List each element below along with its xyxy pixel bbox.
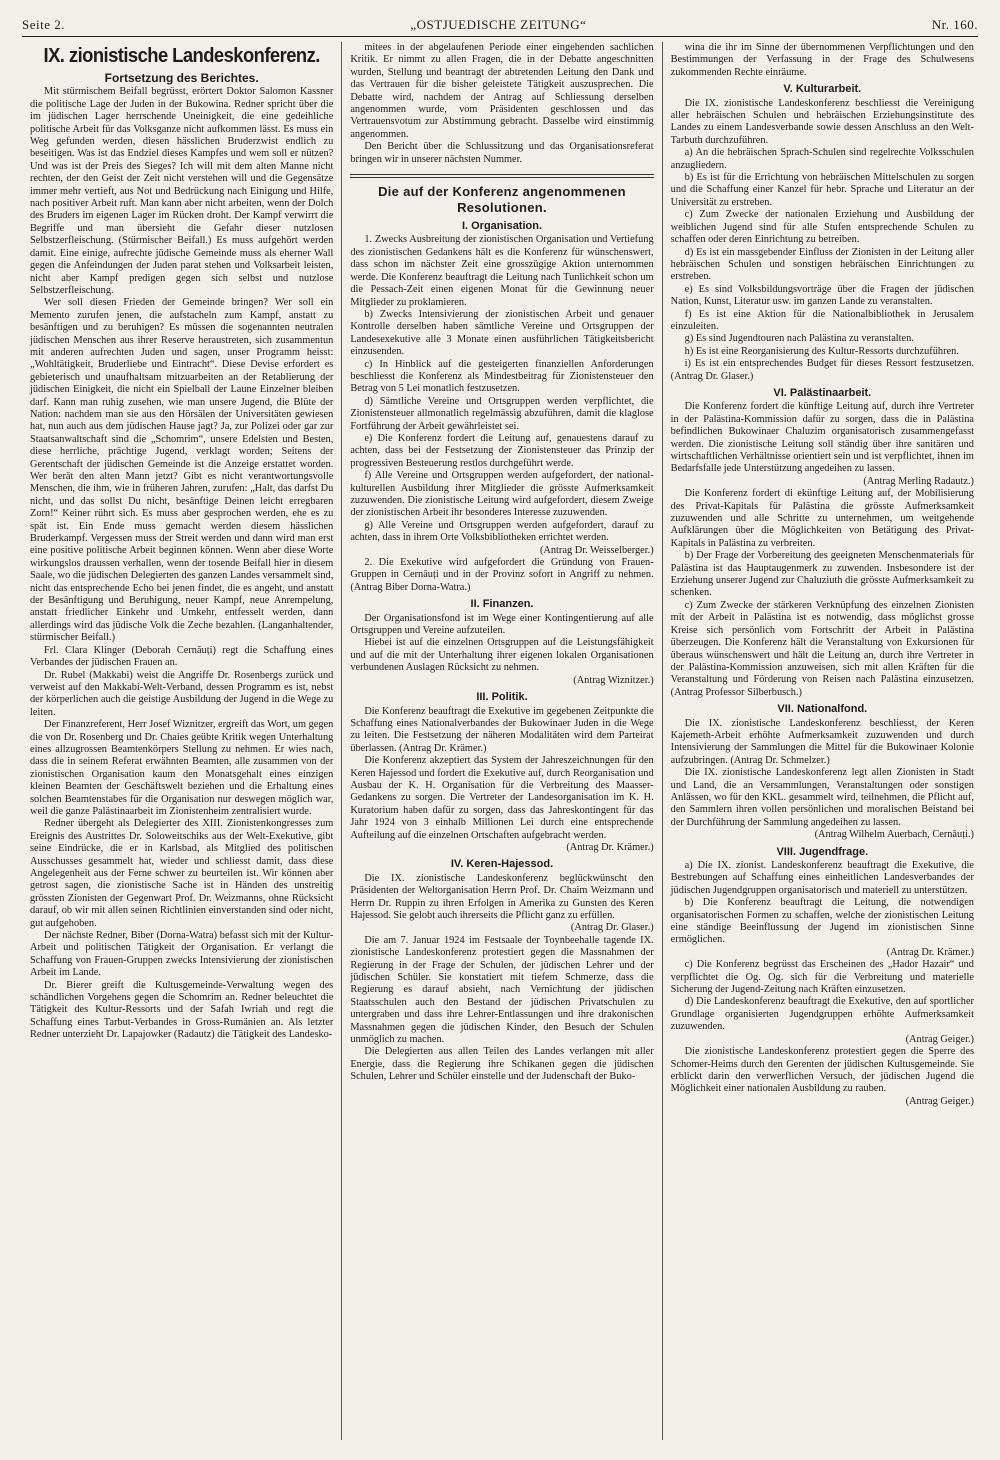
paragraph: Der Finanzreferent, Herr Josef Wiznitzer, ergreift das Wort, um gegen die von Dr. Rosenberg und Dr. Chaies geübte Kritik wegen Unterhaltung eines allzugrossen Beamtenkörpers Stellung zu nehmen. Er wies nach, dass die in seinem Referat erwähnten Beamten, alle zusammen von der zionistischen Organisation kaum den Monatsgehalt eines einzigen kleinen Beamten der Geschäftswelt beziehen und die Erhaltung eines solchen Beamtenstabes für die Organisation nur deswegen möglich war, weil die ganze Palästinaarbeit im Zionistenheim zentralisiert wurde. [30,719,334,817]
paragraph: wina die ihr im Sinne der übernommenen Verpflichtungen und den Bestimmungen der Verfassung in der Frage des Schulwesens zukommenden Rechte einräume. [670,42,974,78]
motion-signature: (Antrag Merling Radautz.) [863,475,974,487]
paragraph: b) Zwecks Intensivierung der zionistischen Arbeit und genauer Kontrolle derselben haben sämtliche Vereine und Ortsgruppen der Landesexekutive alle 3 Monate einen ausführlichen Tätigkeitsbericht einzusenden. [350,308,654,358]
paragraph: Mit stürmischem Beifall begrüsst, erörtert Doktor Salomon Kassner die politische Lage der Juden in der Bukowina. Redner spricht über die im jüdischen Lager herrschende Uneinigkeit, die eine gedeihliche politische Arbeit für das Volksganze nicht aufkommen lässt. Es muss ein Weg gefunden werden, diesen hässlichen Bruderzwist endlich zu beseitigen. Was ist das Endziel dieses Kampfes und wem soll er nützen? Und was ist der Preis des Sieges? Ich will mit dem alten Manne nicht rechten, der den Geist der Zeit nicht verstehen will und die Gegensätze immer mehr vertieft, aus Not und Bedrückung nach Einigung und Hilfe, nach positiver Arbeit ruft. Man kann aber nicht arbeiten, wenn der Dolch des Bruders im eigenen Lager im Rücken droht. Der Kampf verwirrt die Begriffe und man übersieht die Gefahr dieser nutzlosen Selbstzerfleischung. (Stürmischer Beifall.) Es muss aufgehört werden damit. Eine einige, aufrechte jüdische Gemeinde muss als eherner Wall gegen die Anfeindungen der Juden parat stehen und Volksarbeit leisten, nicht aber Kampf predigen gegen sich selbst und nutzlose Selbstzerfleischung. [30,86,334,296]
motion-signature: (Antrag Geiger.) [905,1095,974,1107]
paragraph: Wer soll diesen Frieden der Gemeinde bringen? Wer soll ein Memento zurufen jenen, die aufstacheln zum Kampf, anstatt zu besänftigen und zu beruhigen? Es müssen die sogenannten neutralen jüdischen Menschen aus ihrer Reserve heraustreten, sich zusammentun mit anderen aufrechten Juden und sagen, unser Programm heisst: „Wohltätigkeit, Bruderliebe und Eintracht“. Diese Devise erfordert es gebieterisch und unaufhaltsam mitzuarbeiten an der Retablierung der jüdischen Einigkeit, die nicht ein Spielball der Laune Einzelner bleiben darf. Kann man ruhig zusehen, wie man unsere Jugend, die Blüte der Nation: nachdem man sie aus den Hörsälen der Universitäten gewiesen hat, nun auch aus dem jüdischen Hause jagt? Ja, zur Polizei oder gar zur Staatsanwaltschaft sind die „Schomrim“, unsere Edelsten und Besten, diese herrliche, prächtige Jugend, verklagt worden; Seitens der Gerentschaft der jüdischen Gemeinde ist die Anzeige erstattet worden. Wer berät den alten Mann jetzt? Gibt es nicht verantwortungsvolle Menschen, die ihm, wie in früheren Jahren, zurufen: „Halt, das darfst Du nicht, und das sollst Du nicht, besänftige Deinen leicht erregbaren Zorn!“ Keiner rührt sich. Es muss aber gesprochen werden, ehe es zu spät ist. Ein Ende muss gemacht werden diesem hässlichen Bruderkampf. Vergessen muss der Streit werden und dann wird man erst eine positive politische Arbeit beginnen können. Wenn aber diese Worte wirkungslos draussen verhallen, wenn der tosende Beifall hier in diesem Saale, wo die jüdischen Delegierten des ganzen Landes versammelt sind, nicht das entsprechende Echo bei jenen findet, die es angeht, und anstatt der Besänftigung und Beruhigung, neuer Kampf, neue Anrempelung, anstatt friedlicher Einkehr und Umkehr, entfesselt werden, dann allerdings wird das jüdische Volk die Zeche bezahlen. (Langanhaltender, stürmischer Beifall.) [30,297,334,644]
paragraph: Den Bericht über die Schlussitzung und das Organisationsreferat bringen wir in unserer nächsten Nummer. [350,141,654,165]
paragraph: e) Es sind Volksbildungsvorträge über die Fragen der jüdischen Nation, Kunst, Literatur usw. im ganzen Lande zu veranstalten. [670,283,974,308]
motion-signature: (Antrag Wilhelm Auerbach, Cernăuți.) [814,829,974,841]
paragraph: Frl. Clara Klinger (Deborah Cernăuți) regt die Schaffung eines Verbandes der jüdischen Frauen an. [30,644,334,669]
paragraph: g) Alle Vereine und Ortsgruppen werden aufgefordert, darauf zu achten, dass in ihrem Orte Volksbibliotheken errichtet werden. [350,519,654,544]
paragraph: Die Delegierten aus allen Teilen des Landes verlangen mit aller Energie, dass die Regierung ihre Schikanen gegen die jüdischen Schulen, Lehrer und Schüler einstelle und der Judenschaft der Buko- [350,1046,654,1083]
page-number: Seite 2. [22,17,65,32]
paragraph: Die IX. zionistische Landeskonferenz legt allen Zionisten in Stadt und Land, die an Versammlungen, Veranstaltungen oder sonstigen Anlässen, wo für den KKL. gesammelt wird, teilnehmen, die Pflicht auf, den Sammlern ihren vollen persönlichen und moralischen Beistand bei der Durchführung der Sammlung angedeihen zu lassen. [670,767,974,828]
issue-number: Nr. 160. [931,17,978,32]
paragraph: a) An die hebräischen Sprach-Schulen sind regelrechte Volksschulen anzugliedern. [670,147,974,171]
section-heading: V. Kulturarbeit. [783,83,862,96]
paragraph: h) Es ist eine Reorganisierung des Kultur-Ressorts durchzuführen. [684,345,959,357]
column-3 [662,42,982,1440]
paragraph: Hiebei ist auf die einzelnen Ortsgruppen auf die Leistungsfähigkeit und auf die mit der Unterhaltung ihrer eigenen lokalen Organisationen verbundenen Auslagen Rücksicht zu nehmen. [350,637,654,674]
paragraph: g) Es sind Jugendtouren nach Palästina zu veranstalten. [684,333,914,345]
paragraph: c) Die Konferenz begrüsst das Erscheinen des „Hador Hazair“ und verpflichtet die Og. Og. sich für die Verbreitung und materielle Sicherung der Jugend-Zeitung nach Kräften einzusetzen. [670,959,974,996]
paragraph: Die Konferenz beauftragt die Exekutive im gegebenen Zeitpunkte die Schaffung eines Nationalverbandes der Bukowinaer Juden in die Wege zu leiten. Die Festsetzung der näheren Modalitäten wird dem Parteirat überlassen. (Antrag Dr. Krämer.) [350,705,654,754]
paragraph: f) Alle Vereine und Ortsgruppen werden aufgefordert, der national-kulturellen Ausbildung ihrer Mitglieder die grösste Aufmerksamkeit zuzuwenden. Die zionistische Leitung wird aufgefordert, diesem Zweige der zionistischen Arbeit ihr besonderes Interesse zuzuwenden. [350,470,654,519]
paragraph: d) Es ist ein massgebender Einfluss der Zionisten in der Leitung aller hebräischen Schulen und sonstigen hebräischen Einrichtungen zu erstreben. [670,246,974,283]
motion-signature: (Antrag Dr. Krämer.) [886,946,974,958]
paragraph: f) Es ist eine Aktion für die Nationalbibliothek in Jerusalem einzuleiten. [670,308,974,332]
column-1 [22,42,341,1440]
paragraph: Redner übergeht als Delegierter des XIII. Zionistenkongresses zum Ereignis des Austrittes Dr. Soloweitschiks aus der Welt-Exekutive, gibt seine Eindrücke, die er in Karlsbad, als Mitglied des politischen Ausschusses gesammelt hat, wieder und schliesst damit, dass diese Angelegenheit aus der Ferne schwer zu beurteilen ist. Wir können aber getrost sagen, die zionistische Sache ist in Händen des unstreitig grössten Zionisten der Gegenwart Prof. Dr. Weizmanns, ohne Rücksicht darauf, ob wir mit allen seinen Richtlinien einverstanden sind oder nicht, gut aufgehoben. [30,818,334,929]
article-subtitle: Fortsetzung des Berichtes. [104,71,259,85]
resolutions-title: Die auf der Konferenz angenommenen Resolutionen. [378,184,626,216]
paragraph: Die IX. zionistische Landeskonferenz beschliesst, der Keren Kajemeth-Arbeit erhöhte Aufmerksamkeit zuzuwenden und durch Intensivierung der Sammlungen die Mittel für die Bukowinaer Kolonie aufzubringen. (Antrag Dr. Schmelzer.) [670,717,974,766]
paragraph: 2. Die Exekutive wird aufgefordert die Gründung von Frauen-Gruppen in Cernăuți und in der Provinz sofort in Angriff zu nehmen. (Antrag Biber Dorna-Watra.) [350,557,654,593]
paragraph: i) Es ist ein entsprechendes Budget für dieses Ressort festzusetzen. (Antrag Dr. Glaser.) [670,358,974,382]
section-heading: VII. Nationalfond. [777,703,868,716]
article-title: IX. zionistische Landeskonferenz. [43,45,320,67]
paragraph: a) Die IX. zionist. Landeskonferenz beauftragt die Exekutive, die Bestrebungen auf Schaffung eines einheitlichen Landesverbandes der jüdischen Jugendgruppen organisatorisch und materiell zu unterstützen. [670,860,974,896]
paragraph: Der Organisationsfond ist im Wege einer Kontingentierung auf alle Ortsgruppen und Vereine aufzuteilen. [350,612,654,637]
page-header [22,14,978,36]
header-rule [22,36,978,37]
section-heading: III. Politik. [476,691,528,704]
section-divider [350,174,653,178]
motion-signature: (Antrag Wiznitzer.) [573,674,654,686]
motion-signature: (Antrag Geiger.) [905,1033,974,1045]
paragraph: Die IX. zionistische Landeskonferenz beglückwünscht den Präsidenten der Weltorganisation Herrn Prof. Dr. Chaim Weizmann und Herrn Dr. Ruppin zu ihren Erfolgen in Amerika zu Gunsten des Keren Hajessod. Sie gelobt auch ihrerseits die Pflicht ganz zu erfüllen. [350,872,654,921]
section-heading: IV. Keren-Hajessod. [450,858,554,871]
paragraph: d) Sämtliche Vereine und Ortsgruppen werden verpflichtet, die Zionistensteuer allmonatlich regelmässig abzuführen, damit die klaglose Fortführung der Arbeit gewährleistet sei. [350,395,654,432]
paragraph: Die zionistische Landeskonferenz protestiert gegen die Sperre des Schomer-Heims durch den Gerenten der jüdischen Kultusgemeinde. Sie erblickt darin den verwerflichen Versuch, der jüdischen Jugend die Möglichkeit einer nationalen Ausbildung zu rauben. [670,1046,974,1095]
paragraph: mitees in der abgelaufenen Periode einer eingehenden sachlichen Kritik. Er nimmt zu allen Fragen, die in der Debatte angeschnitten wurden, Stellung und beantragt der abtretenden Leitung den Dank und das Vertrauen für die bisher geleistete Tätigkeit auszusprechen. Die Debatte wird, nachdem der Antrag auf Schliessung derselben angenommen wurde, vom Präsidenten geschlossen und das Vertrauensvotum zur Abstimmung gebracht. Dasselbe wird einstimmig angenommen. [350,42,654,140]
motion-signature: (Antrag Dr. Weisselberger.) [539,544,654,556]
paragraph: b) Die Konferenz beauftragt die Leitung, die notwendigen organisatorischen Formen zu schaffen, welche der zionistischen Leitung eine ständige Beeinflussung der Jugend im zionistischen Sinne ermöglichen. [670,897,974,946]
newspaper-name: „OSTJUEDISCHE ZEITUNG“ [410,17,587,32]
motion-signature: (Antrag Dr. Glaser.) [570,922,654,934]
paragraph: c) Zum Zwecke der nationalen Erziehung und Ausbildung der weiblichen Jugend sind für alle Stufen entsprechende Schulen zu schaffen oder deren Einrichtung zu betreiben. [670,209,974,246]
columns [22,42,982,1440]
paragraph: Die Konferenz fordert die künftige Leitung auf, durch ihre Vertreter in der Palästina-Kommission dafür zu sorgen, dass die in Palästina befindlichen Bukowinaer Chaluzim organisatorisch zusammengefasst werden. Die zionistische Leitung soll ständig über ihre sanitären und wirtschaftlichen Verhältnisse orientiert sein und ist verpflichtet, ihnen im Bedarfsfalle jede Unterstützung angedeihen zu lassen. [670,401,974,475]
paragraph: Die am 7. Januar 1924 im Festsaale der Toynbeehalle tagende IX. zionistische Landeskonferenz protestiert gegen die Massnahmen der Regierung in der Frage der Schulen, der jüdischen Lehrer und der jüdischen Schüler. Sie konstatiert mit tiefem Schmerze, dass die Regierung es darauf absieht, nach Vernichtung der jüdischen Staatsschulen auch den Bestand der jüdischen Privatschulen zu untergraben und dass ihre Lehrer-Entlassungen und ihre drakonischen Massnahmen gegen die jüdischen Kinder, den Besuch der Schulen unmöglich zu machen. [350,934,654,1046]
section-heading: VI. Palästinaarbeit. [773,386,872,399]
section-heading: I. Organisation. [461,220,543,233]
section-heading: VIII. Jugendfrage. [776,845,869,858]
paragraph: b) Der Frage der Vorbereitung des geeigneten Menschenmaterials für Palästina ist das Hauptaugenmerk zu zuwenden. Insbesondere ist der Erziehung unserer Jugend zur Chaluziuth die grösste Aufmerksamkeit zu schenken. [670,550,974,599]
paragraph: Die Konferenz fordert di ekünftige Leitung auf, der Mobilisierung des Privat-Kapitals für Palästina die grösste Aufmerksamkeit zuzuwenden und alle Schritte zu unternehmen, um weitgehende Aufklärungen über die Möglichkeiten von Betätigung des Privat-Kapitals in Palästina zu verbreiten. [670,488,974,549]
paragraph: c) Zum Zwecke der stärkeren Verknüpfung des einzelnen Zionisten mit der Arbeit in Palästina ist es notwendig, dass möglichst grosse Kreise sich persönlich vom Fortschritt der Arbeit in Palästina überzeugen. Die Konferenz hält die Veranstaltung von Exkursionen für überaus wünschenswert und hält die Leitung an, durch ihre Vertreter in der Palästina-Kommission anzuweisen, sich mit allen Kräften für die Veranstaltung und Förderung von Reisen nach Palästina einzusetzen. (Antrag Professor Silberbusch.) [670,599,974,698]
paragraph: Die Konferenz akzeptiert das System der Jahreszeichnungen für den Keren Hajessod und fordert die Exekutive auf, durch Reorganisation und Ausbau der K. H. Organisation für die Verbreitung des Maasser-Gedankens zu sorgen. Die Vertreter der Landesorganisation im K. H. Kuratorium haben dafür zu sorgen, dass das Jahreskontingent für das Jahr 1924 von 3 einhalb Millionen Lei durch eine entsprechende Aufteilung auf die einzelnen Ortschaften aufgebracht werden. [350,755,654,841]
paragraph: d) Die Landeskonferenz beauftragt die Exekutive, den auf sportlicher Grundlage organisierten Jugendgruppen erhöhte Aufmerksamkeit zuzuwenden. [670,996,974,1033]
paragraph: e) Die Konferenz fordert die Leitung auf, genauestens darauf zu achten, dass bei der Festsetzung der Zionistensteuer das Prinzip der progressiven Besteuerung restlos durchgeführt werde. [350,432,654,469]
paragraph: b) Es ist für die Errichtung von hebräischen Mittelschulen zu sorgen und die Schaffung einer Kanzel für hebr. Sprache und Literatur an der Universität zu erstreben. [670,172,974,208]
paragraph: Der nächste Redner, Biber (Dorna-Watra) befasst sich mit der Kultur-Arbeit und politischen Tätigkeit der Organisation. Er verlangt die Schaffung von Frauen-Gruppen zwecks Intensivierung der zionistischen Arbeit im Lande. [30,930,334,979]
motion-signature: (Antrag Dr. Krämer.) [566,841,654,853]
section-heading: II. Finanzen. [470,598,534,611]
paragraph: Dr. Bierer greift die Kultusgemeinde-Verwaltung wegen des schändlichen Vorgehens gegen die Schomrim an. Redner beleuchtet die Tätigkeit des Kultur-Ressorts und der Safah Iwriah und regt die Schaffung eines Tarbut-Verbandes in Gross-Rumänien an. Als letzter Redner unterzieht Dr. Lapajowker (Radautz) die Tätigkeit des Landesko- [30,979,334,1041]
column-2 [341,42,661,1440]
paragraph: Dr. Rubel (Makkabi) weist die Angriffe Dr. Rosenbergs zurück und verweist auf den Makkabi-Welt-Verband, dessen Programm es ist, nebst der körperlichen auch die geistige Ausbildung der Jugend in die Wege zu leiten. [30,669,334,718]
paragraph: Die IX. zionistische Landeskonferenz beschliesst die Vereinigung aller hebräischen Schulen und hebräischen Erziehungsinstitute des Landes zu einem Landesverbande sowie dessen Anschluss an den Welt-Tarbuth durchzuführen. [670,97,974,146]
paragraph: c) In Hinblick auf die gesteigerten finanziellen Anforderungen beschliesst die Konferenz als Mindestbeitrag für Zionistensteuer den Betrag von 5 Lei monatlich festzusetzen. [350,358,654,395]
paragraph: 1. Zwecks Ausbreitung der zionistischen Organisation und Vertiefung des zionistischen Gedankens hält es die Konferenz für wünschenswert, dass schon im nächster Zeit eine grosszügige Aktion unternommen werde. Die Konferenz beauftragt die Leitung nach Tunlichkeit schon um die Pessach-Zeit einen eigenen Monat für die Gewinnung neuer Mitglieder zu proklamieren. [350,234,654,308]
